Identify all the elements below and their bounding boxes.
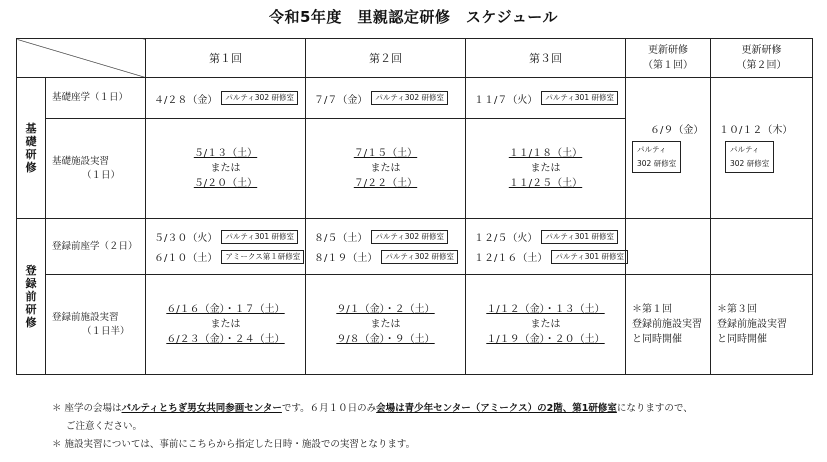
cell-basic-practice-3 bbox=[466, 119, 626, 219]
cell-basic-lecture-3 bbox=[466, 78, 626, 119]
row-label-basic-practice-2: （１日） bbox=[82, 169, 121, 181]
date-text: ７/７（金） bbox=[314, 94, 368, 106]
cell-update-2 bbox=[711, 78, 813, 219]
note-line-1: ＊第１回 bbox=[632, 304, 672, 315]
group-basic-label bbox=[17, 122, 45, 174]
room-box: パルティ301 研修室 bbox=[541, 91, 618, 105]
row-pre-lecture bbox=[17, 219, 813, 275]
header-round-2: 第２回 bbox=[306, 39, 466, 78]
update-2-room-box bbox=[725, 141, 774, 173]
header-update-2-line1: 更新研修 bbox=[741, 45, 782, 56]
cell-basic-lecture-2 bbox=[306, 78, 466, 119]
cell-pre-lecture-1 bbox=[146, 219, 306, 275]
room-box: パルティ301 研修室 bbox=[221, 230, 298, 244]
vertical-char: 登 bbox=[25, 264, 37, 277]
or-text: または bbox=[210, 319, 241, 330]
date-option-a: ５/１３（土） bbox=[193, 148, 258, 159]
or-text: または bbox=[530, 319, 561, 330]
cell-update-2-empty bbox=[711, 219, 813, 275]
note-line-2: 登録前施設実習 bbox=[632, 319, 702, 330]
cell-pre-lecture-2 bbox=[306, 219, 466, 275]
update-2-date: １０/１２（木） bbox=[719, 125, 793, 136]
room-box: パルティ302 研修室 bbox=[371, 91, 448, 105]
row-pre-practice bbox=[17, 275, 813, 375]
footnote-venue-b: パルティとちぎ男女共同参画センター bbox=[121, 403, 282, 414]
vertical-char: 録 bbox=[25, 277, 37, 290]
room-box: パルティ301 研修室 bbox=[541, 230, 618, 244]
header-update-1-line1: 更新研修 bbox=[648, 45, 688, 56]
date-text: １２/１６（土） bbox=[474, 253, 548, 264]
update-1-room-box bbox=[632, 141, 681, 173]
vertical-char: 前 bbox=[25, 290, 37, 303]
or-text: または bbox=[210, 163, 241, 174]
vertical-char: 修 bbox=[25, 316, 37, 329]
corner-cell bbox=[17, 39, 146, 78]
update-2-room-a: パルティ bbox=[730, 145, 760, 154]
date-text: ４/２８（金） bbox=[154, 94, 218, 106]
vertical-char: 基 bbox=[25, 122, 37, 135]
date-text: ８/５（土） bbox=[314, 233, 368, 244]
group-pre-registration-training bbox=[17, 219, 46, 375]
vertical-char: 礎 bbox=[25, 135, 37, 148]
cell-basic-practice-1 bbox=[146, 119, 306, 219]
row-label-basic-practice-1: 基礎施設実習 bbox=[52, 155, 110, 167]
date-text: ８/１９（土） bbox=[314, 253, 378, 264]
cell-pre-practice-1 bbox=[146, 275, 306, 375]
header-update-2-line2: （第２回） bbox=[736, 60, 787, 71]
date-option-b: １１/２５（土） bbox=[508, 178, 583, 189]
date-text: ５/３０（火） bbox=[154, 233, 218, 244]
room-box: パルティ301 研修室 bbox=[551, 250, 628, 264]
cell-pre-lecture-3 bbox=[466, 219, 626, 275]
room-box: パルティ302 研修室 bbox=[221, 91, 298, 105]
date-option-a: ９/１（金）・２（土） bbox=[336, 304, 435, 315]
or-text: または bbox=[370, 163, 401, 174]
group-basic-training bbox=[17, 78, 46, 219]
schedule-table bbox=[16, 38, 813, 375]
header-update-1-line2: （第１回） bbox=[643, 60, 693, 71]
note-line-1: ＊第３回 bbox=[717, 304, 757, 315]
room-box: パルティ302 研修室 bbox=[371, 230, 448, 244]
date-option-b: ９/８（金）・９（土） bbox=[336, 334, 435, 345]
vertical-char: 研 bbox=[25, 148, 37, 161]
vertical-char: 研 bbox=[25, 303, 37, 316]
cell-pre-practice-2 bbox=[306, 275, 466, 375]
row-label-pre-lecture: 登録前座学（２日） bbox=[46, 219, 146, 275]
update-1-room-a: パルティ bbox=[637, 145, 667, 154]
date-option-b: ７/２２（土） bbox=[353, 178, 418, 189]
cell-basic-lecture-1 bbox=[146, 78, 306, 119]
footnote-venue-a: ＊ 座学の会場は bbox=[52, 403, 122, 414]
date-option-a: ６/１６（金）・１７（土） bbox=[166, 304, 285, 315]
cell-update-1-empty bbox=[626, 219, 711, 275]
group-pre-label bbox=[17, 264, 45, 329]
update-2-room-b: 302 研修室 bbox=[730, 159, 770, 168]
footnote-venue-d: 会場は青少年センター（アミークス）の2階、第1研修室 bbox=[376, 403, 617, 414]
date-option-b: １/１９（金）・２０（土） bbox=[486, 334, 605, 345]
date-text: ６/１０（土） bbox=[154, 253, 218, 264]
row-label-basic-lecture: 基礎座学（１日） bbox=[46, 78, 146, 119]
update-1-room-b: 302 研修室 bbox=[637, 159, 677, 168]
header-row bbox=[17, 39, 813, 78]
row-label-pre-practice-1: 登録前施設実習 bbox=[52, 311, 119, 323]
date-text: １２/５（火） bbox=[474, 233, 538, 244]
date-text: １１/７（火） bbox=[474, 94, 538, 106]
or-text: または bbox=[530, 163, 561, 174]
date-option-a: １１/１８（土） bbox=[508, 148, 583, 159]
cell-pre-practice-3 bbox=[466, 275, 626, 375]
cell-update-1-note bbox=[626, 275, 711, 375]
row-label-pre-practice bbox=[46, 275, 146, 375]
or-text: または bbox=[370, 319, 401, 330]
date-option-b: ５/２０（土） bbox=[193, 178, 258, 189]
note-line-3: と同時開催 bbox=[632, 334, 682, 345]
cell-update-1 bbox=[626, 78, 711, 219]
note-line-3: と同時開催 bbox=[717, 334, 767, 345]
header-round-1: 第１回 bbox=[146, 39, 306, 78]
row-label-basic-practice bbox=[46, 119, 146, 219]
footnote-venue bbox=[52, 400, 693, 414]
header-update-1 bbox=[626, 39, 711, 78]
room-box: アミークス第１研修室 bbox=[221, 250, 304, 264]
row-label-pre-practice-2: （１日半） bbox=[82, 325, 130, 337]
cell-basic-practice-2 bbox=[306, 119, 466, 219]
date-option-a: １/１２（金）・１３（土） bbox=[486, 304, 605, 315]
update-1-date: ６/９（金） bbox=[650, 125, 704, 136]
date-option-b: ６/２３（金）・２４（土） bbox=[166, 334, 285, 345]
room-box: パルティ302 研修室 bbox=[381, 250, 458, 264]
footnote-practice: ＊ 施設実習については、事前にこちらから指定した日時・施設での実習となります。 bbox=[52, 439, 416, 450]
footnote-caution: ご注意ください。 bbox=[66, 421, 143, 432]
header-round-3: 第３回 bbox=[466, 39, 626, 78]
footnote-venue-c: です。６月１０日のみ bbox=[281, 403, 377, 414]
page-title: 令和5年度 里親認定研修 スケジュール bbox=[268, 8, 559, 26]
date-option-a: ７/１５（土） bbox=[353, 148, 418, 159]
header-update-2 bbox=[711, 39, 813, 78]
cell-update-2-note bbox=[711, 275, 813, 375]
row-basic-lecture bbox=[17, 78, 813, 119]
footnote-venue-e: になりますので、 bbox=[616, 403, 693, 414]
vertical-char: 修 bbox=[25, 161, 37, 174]
note-line-2: 登録前施設実習 bbox=[717, 319, 787, 330]
